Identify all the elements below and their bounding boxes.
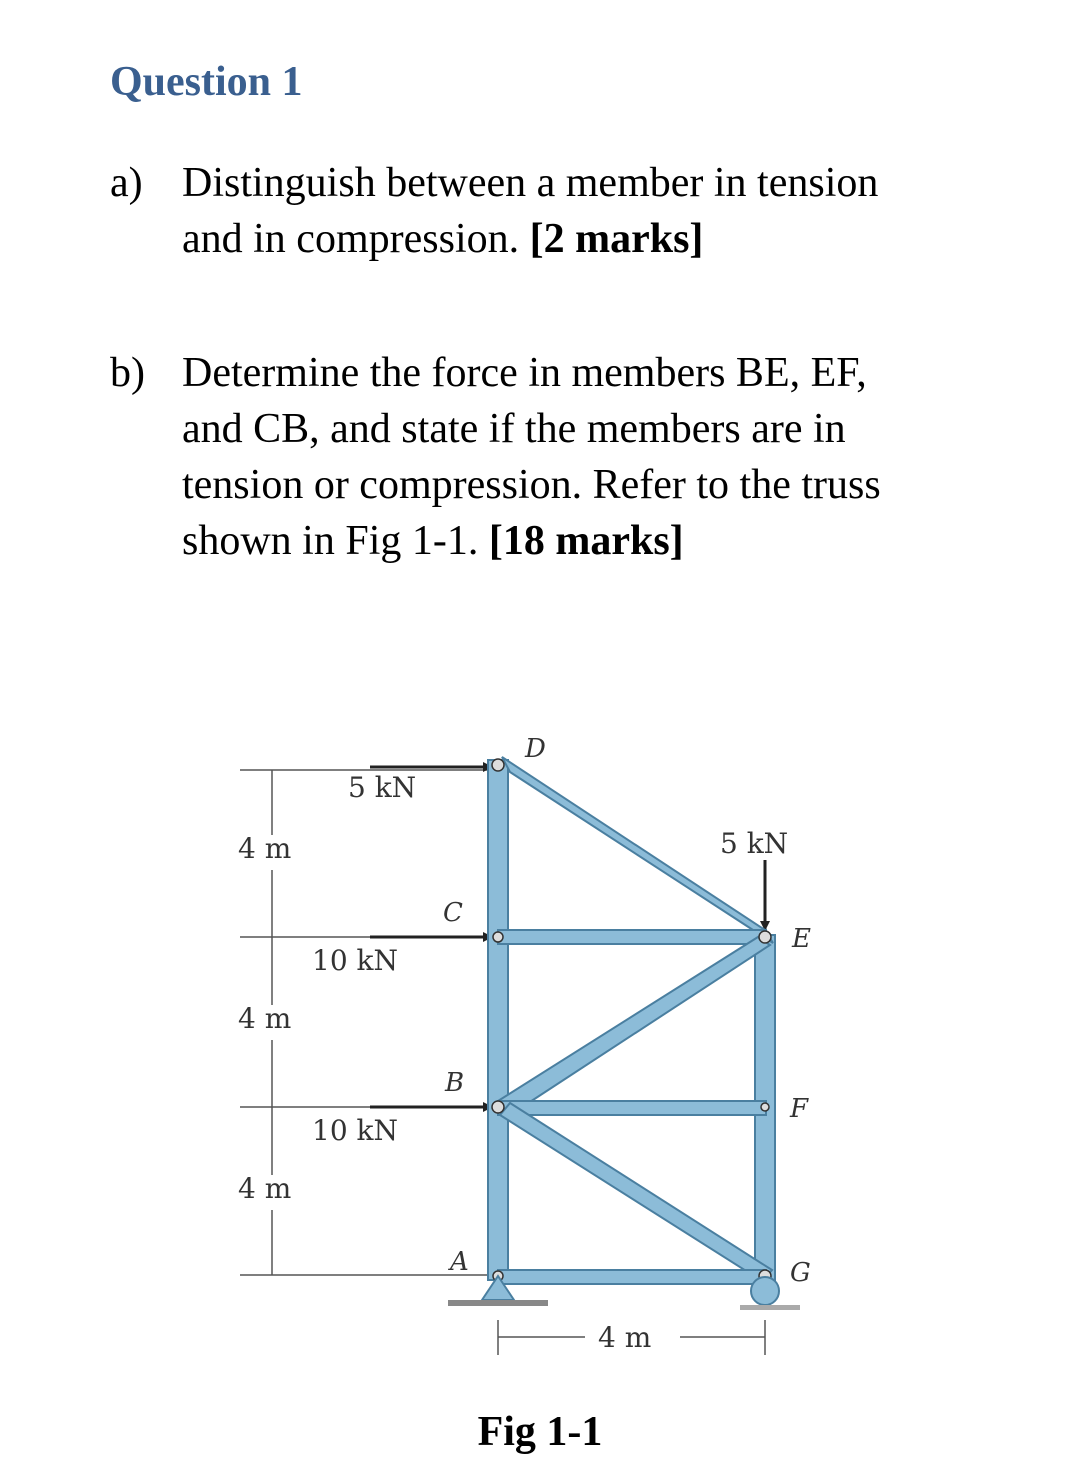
node-label-D: D [525,734,546,764]
dimension-seg3: 4 m [238,1172,292,1205]
node-label-F: F [790,1094,809,1124]
joint-F [761,1103,769,1111]
part-a-body [182,155,910,267]
part-b-label: b) [110,350,145,396]
member-CE [498,930,766,944]
truss-diagram [220,725,840,1405]
question-heading: Question 1 [110,59,303,105]
part-a-text: Distinguish between a member in tension and in compression. [182,160,879,262]
part-a-marks: [2 marks] [529,216,704,262]
truss-figure [220,725,840,1405]
dimension-seg2: 4 m [238,1002,292,1035]
part-b-text: Determine the force in members BE, EF, and CB, and state if the members are in tension or compression. Refer to the truss shown in Fig 1-1. [182,350,881,564]
part-b-marks: [18 marks] [488,518,684,564]
node-label-E: E [792,924,811,954]
node-label-C: C [443,898,463,928]
member-AG [498,1270,766,1284]
figure-caption: Fig 1-1 [477,1409,603,1455]
part-a-label: a) [110,160,143,206]
member-BG [500,1103,772,1281]
member-BE [498,937,770,1115]
joint-D [492,759,504,771]
member-BF [498,1101,766,1115]
part-b-body [182,345,910,569]
force-label-e: 5 kN [720,827,789,860]
force-label-b: 10 kN [312,1114,398,1147]
dimension-width: 4 m [598,1321,652,1354]
question-part-b [110,345,910,569]
joint-E [759,931,771,943]
question-part-a [110,155,910,267]
dimension-seg1: 4 m [238,832,292,865]
joint-C [493,932,503,942]
node-label-A: A [450,1247,469,1277]
force-label-top: 5 kN [348,771,417,804]
force-label-c: 10 kN [312,944,398,977]
member-AD [488,760,508,1280]
joint-B [492,1101,504,1113]
node-label-G: G [790,1258,811,1288]
node-label-B: B [445,1068,465,1098]
